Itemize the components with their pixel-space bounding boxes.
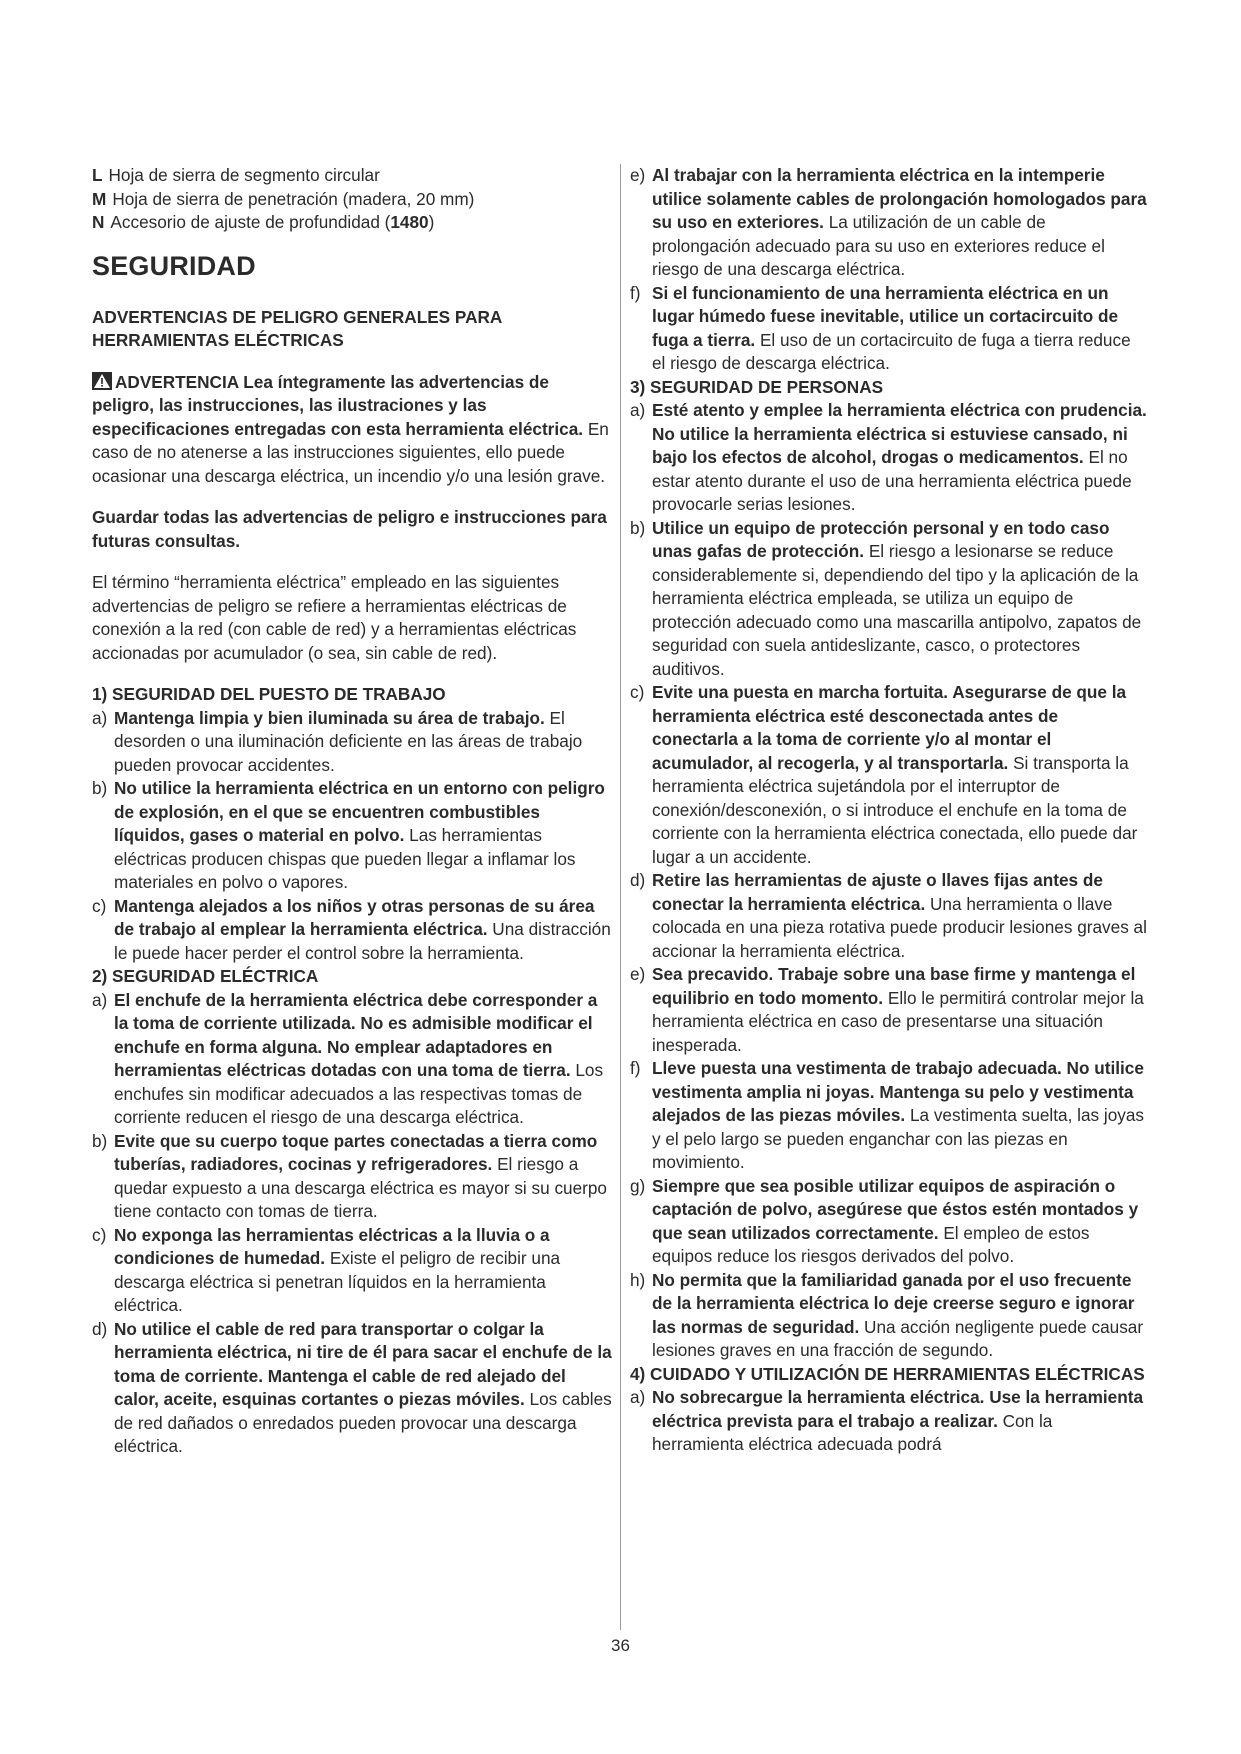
group-heading: 4) CUIDADO Y UTILIZACIÓN DE HERRAMIENTAS ELÉCTRICAS <box>630 1363 1145 1384</box>
item-text: Existe el peligro de recibir una descarga eléctrica si penetran líquidos en la herramienta eléctrica. <box>114 1248 561 1315</box>
item-bold: Mantenga alejados a los niños y otras personas de su área de trabajo al emplear la herramienta eléctrica. <box>114 895 595 939</box>
list-item <box>92 707 612 778</box>
item-text: El desorden o una iluminación deficiente en las áreas de trabajo pueden provocar accidentes. <box>114 707 583 775</box>
item-bold: El enchufe de la herramienta eléctrica debe corresponder a la toma de corriente utilizada. No es admisible modificar el enchufe en forma alguna. No emplear adaptadores en herramientas eléctricas dotadas con una toma de tierra. <box>114 989 598 1080</box>
item-bold: Evite una puesta en marcha fortuita. Asegurarse de que la herramienta eléctrica esté desconectada antes de conectarla a la toma de corriente y/o al montar el acumulador, al recogerla, y al transportarla. <box>652 682 1127 773</box>
page-number: 36 <box>611 1636 630 1655</box>
part-text-end: ) <box>428 212 435 232</box>
keep-note-text: Guardar todas las advertencias de peligro e instrucciones para futuras consultas. <box>92 507 607 551</box>
item-bold: Retire las herramientas de ajuste o llaves fijas antes de conectar la herramienta eléctrica. <box>652 870 1103 914</box>
item-label: a) <box>92 707 108 728</box>
item-label: b) <box>92 778 108 798</box>
section-title: SEGURIDAD <box>92 250 256 281</box>
item-text: La utilización de un cable de prolongación adecuado para su uso en exteriores reduce el riesgo de una descarga eléctrica. <box>652 212 1105 279</box>
list-item <box>630 1269 1148 1363</box>
warning-paragraph <box>92 371 612 489</box>
item-label: b) <box>630 517 646 538</box>
item-bold: Al trabajar con la herramienta eléctrica en la intemperie utilice solamente cables de prolongación homologados para su uso en exteriores. <box>652 165 1147 232</box>
item-label: c) <box>92 895 107 916</box>
item-bold: No utilice la herramienta eléctrica en un entorno con peligro de explosión, en el que se encuentren combustibles líquidos, gases o material en polvo. <box>114 778 605 845</box>
list-item <box>92 895 612 966</box>
group-heading: 1) SEGURIDAD DEL PUESTO DE TRABAJO <box>92 684 446 704</box>
list-item <box>92 989 612 1130</box>
item-label: b) <box>92 1130 108 1151</box>
list-item <box>630 869 1148 963</box>
right-column <box>630 164 1148 1457</box>
list-item <box>92 1318 612 1459</box>
item-text: El no estar atento durante el uso de una herramienta eléctrica puede provocarle serias lesiones. <box>652 447 1132 514</box>
item-bold: Lleve puesta una vestimenta de trabajo adecuada. No utilice vestimenta amplia ni joyas. Mantenga su pelo y vestimenta alejados de las piezas móviles. <box>652 1058 1144 1125</box>
warning-text: En caso de no atenerse a las instrucciones siguientes, ello puede ocasionar una descarga eléctrica, un incendio y/o una lesión grave. <box>92 418 609 486</box>
item-label: f) <box>630 1058 641 1078</box>
item-text: Con la herramienta eléctrica adecuada podrá <box>652 1410 1053 1454</box>
group-heading: 2) SEGURIDAD ELÉCTRICA <box>92 966 319 986</box>
section-subheading: ADVERTENCIAS DE PELIGRO GENERALES PARA HERRAMIENTAS ELÉCTRICAS <box>92 306 502 350</box>
item-label: f) <box>630 282 641 303</box>
list-item <box>92 1130 612 1224</box>
item-text: Los enchufes sin modificar adecuados a las respectivas tomas de corriente reducen el riesgo de una descarga eléctrica. <box>114 1060 604 1127</box>
item-bold: Utilice un equipo de protección personal y en todo caso unas gafas de protección. <box>652 517 1110 561</box>
keep-note <box>92 506 612 553</box>
item-label: g) <box>630 1175 646 1196</box>
item-label: a) <box>92 989 108 1010</box>
part-item <box>92 188 612 212</box>
group-heading: 3) SEGURIDAD DE PERSONAS <box>630 376 884 397</box>
item-text: El uso de un cortacircuito de fuga a tierra reduce el riesgo de descarga eléctrica. <box>652 329 1131 373</box>
list-item <box>630 517 1148 682</box>
item-bold: Esté atento y emplee la herramienta eléctrica con prudencia. No utilice la herramienta eléctrica si estuviese cansado, ni bajo los efectos de alcohol, drogas o medicamentos. <box>652 400 1147 467</box>
item-bold: Sea precavido. Trabaje sobre una base firme y mantenga el equilibrio en todo momento. <box>652 964 1136 1008</box>
item-bold: No utilice el cable de red para transportar o colgar la herramienta eléctrica, ni tire de él para sacar el enchufe de la toma de corriente. Mantenga el cable de red alejado del calor, aceite, esquinas cortantes o piezas móviles. <box>114 1318 612 1409</box>
left-column <box>92 164 612 1459</box>
list-item <box>630 1057 1148 1175</box>
item-label: c) <box>92 1224 107 1245</box>
warning-bold-text: ADVERTENCIA Lea íntegramente las advertencias de peligro, las instrucciones, las ilustraciones y las especificaciones entregadas con esta herramienta eléctrica. <box>92 371 584 439</box>
item-bold: Evite que su cuerpo toque partes conectadas a tierra como tuberías, radiadores, cocinas y refrigeradores. <box>114 1130 598 1174</box>
part-model: 1480 <box>390 212 429 232</box>
part-item <box>92 164 612 188</box>
list-item <box>630 681 1148 869</box>
part-text: Hoja de sierra de segmento circular <box>108 165 380 185</box>
warning-triangle-icon <box>92 372 112 390</box>
item-bold: No sobrecargue la herramienta eléctrica. Use la herramienta eléctrica prevista para el trabajo a realizar. <box>652 1387 1144 1431</box>
item-label: d) <box>630 870 646 890</box>
item-text: El riesgo a quedar expuesto a una descarga eléctrica es mayor si su cuerpo tiene contacto con tomas de tierra. <box>114 1154 607 1221</box>
list-item <box>630 963 1148 1057</box>
item-bold: Mantenga limpia y bien iluminada su área de trabajo. <box>114 707 545 728</box>
item-label: a) <box>630 400 646 420</box>
item-label: d) <box>92 1318 108 1339</box>
list-item <box>630 164 1148 282</box>
item-text: La vestimenta suelta, las joyas y el pelo largo se pueden enganchar con las piezas en movimiento. <box>652 1105 1145 1172</box>
list-item <box>630 1175 1148 1269</box>
item-text: Los cables de red dañados o enredados pueden provocar una descarga eléctrica. <box>114 1389 612 1456</box>
part-code: L <box>92 165 103 185</box>
item-text: Una distracción le puede hacer perder el control sobre la herramienta. <box>114 919 611 963</box>
item-text: Las herramientas eléctricas producen chispas que pueden llegar a inflamar los materiales en polvo o vapores. <box>114 825 576 892</box>
item-label: e) <box>630 964 646 984</box>
list-item <box>92 777 612 895</box>
item-text: Una acción negligente puede causar lesiones graves en una fracción de segundo. <box>652 1316 1144 1360</box>
part-code: N <box>92 212 105 232</box>
term-note: El término “herramienta eléctrica” empleado en las siguientes advertencias de peligro se refiere a herramientas eléctricas de conexión a la red (con cable de red) y a herramientas eléctricas accionadas por acumulador (o sea, sin cable de red). <box>92 572 577 663</box>
part-text: Accesorio de ajuste de profundidad ( <box>110 212 391 232</box>
item-label: e) <box>630 165 646 185</box>
list-item <box>630 282 1148 376</box>
list-item <box>630 399 1148 517</box>
item-text: El riesgo a lesionarse se reduce considerablemente si, dependiendo del tipo y la aplicación de la herramienta eléctrica empleada, se utiliza un equipo de protección adecuado como una mascarilla antipolvo, zapatos de seguridad con suela antideslizante, casco, o protectores auditivos. <box>652 541 1142 679</box>
part-code: M <box>92 188 107 209</box>
parts-list <box>92 164 612 235</box>
item-text: El empleo de estos equipos reduce los riesgos derivados del polvo. <box>652 1222 1090 1266</box>
item-label: a) <box>630 1387 646 1407</box>
item-bold: Siempre que sea posible utilizar equipos de aspiración o captación de polvo, asegúrese que éstos estén montados y que sean utilizados correctamente. <box>652 1175 1139 1243</box>
item-text: Si transporta la herramienta eléctrica sujetándola por el interruptor de conexión/desconexión, o si introduce el enchufe en la toma de corriente con la herramienta eléctrica conectada, ello puede dar lugar a un accidente. <box>652 752 1138 867</box>
item-label: c) <box>630 682 645 702</box>
list-item <box>630 1386 1148 1457</box>
item-bold: Si el funcionamiento de una herramienta eléctrica en un lugar húmedo fuese inevitable, utilice un cortacircuito de fuga a tierra. <box>652 282 1119 350</box>
part-text: Hoja de sierra de penetración (madera, 20 mm) <box>112 188 475 209</box>
item-text: Ello le permitirá controlar mejor la herramienta eléctrica en caso de presentarse una situación inesperada. <box>652 987 1144 1055</box>
item-bold: No exponga las herramientas eléctricas a la lluvia o a condiciones de humedad. <box>114 1224 550 1268</box>
item-bold: No permita que la familiaridad ganada por el uso frecuente de la herramienta eléctrica lo deje creerse seguro e ignorar las normas de seguridad. <box>652 1269 1135 1337</box>
part-item <box>92 211 612 235</box>
list-item <box>92 1224 612 1318</box>
item-text: Una herramienta o llave colocada en una pieza rotativa puede producir lesiones graves al accionar la herramienta eléctrica. <box>652 893 1147 961</box>
item-label: h) <box>630 1269 646 1290</box>
column-divider <box>620 164 621 1630</box>
